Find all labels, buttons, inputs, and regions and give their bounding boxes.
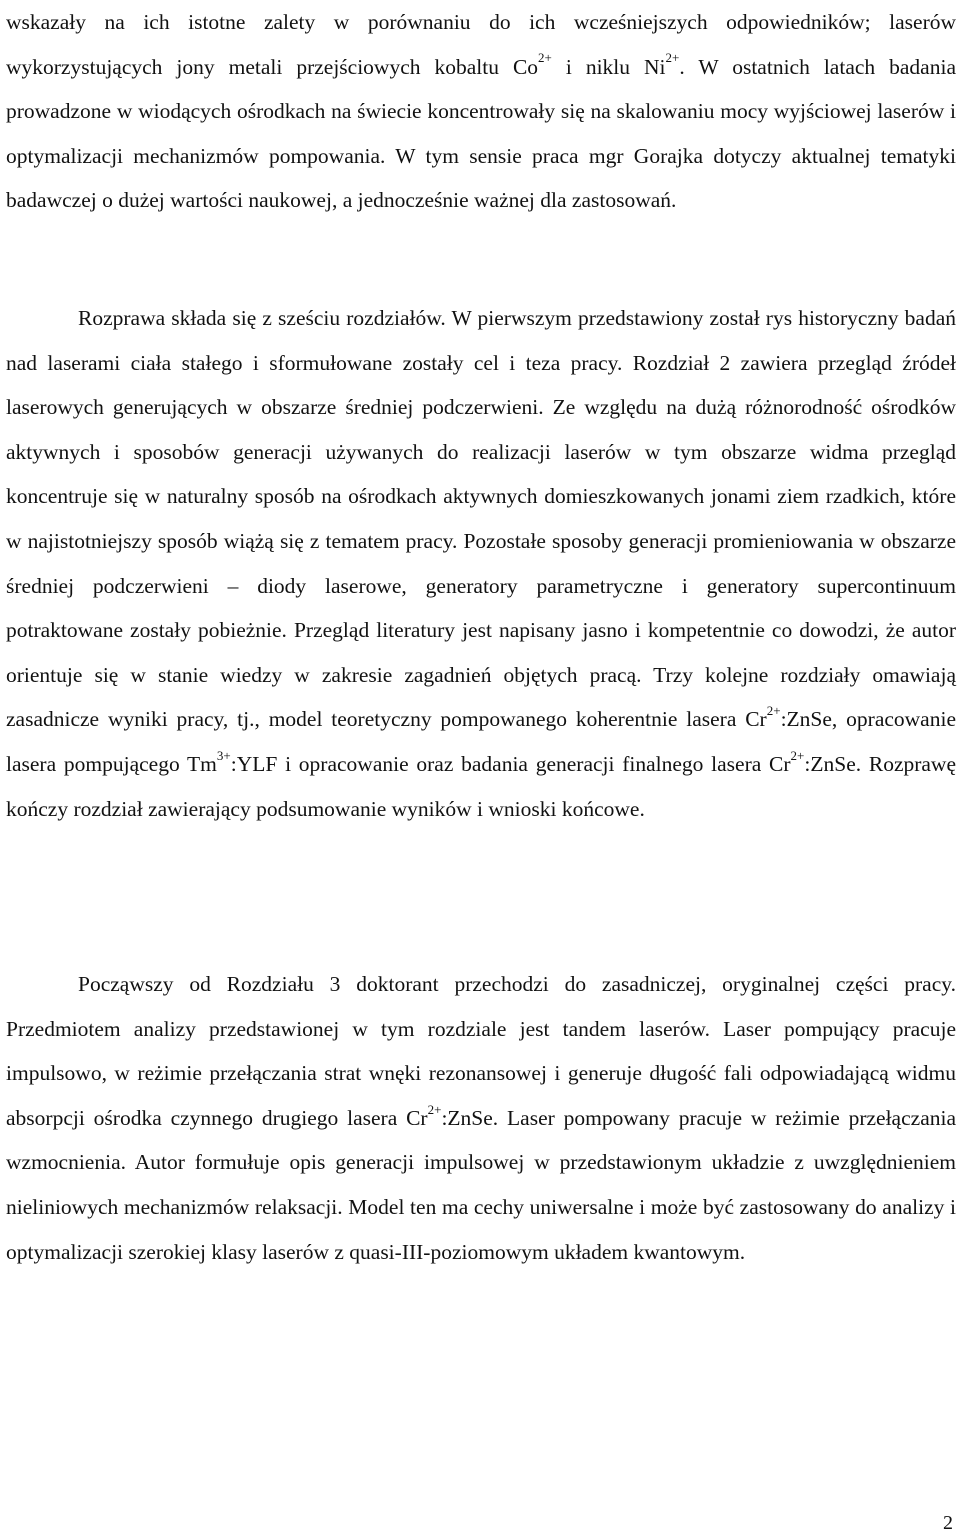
p1-text-2: i niklu Ni xyxy=(551,54,666,79)
p2-text-4: :ZnSe. Rozprawę kończy rozdział zawierający podsumowanie wyników i wnioski końcowe. xyxy=(6,751,957,821)
p1-sup-co: 2+ xyxy=(538,50,552,66)
paragraph-1 xyxy=(6,0,956,223)
p3-text-2: :ZnSe. Laser pompowany pracuje w reżimie przełączania wzmocnienia. Autor formułuje opis generacji impulsowej w przedstawionym układzie z uwzględnieniem nieliniowych mechanizmów relaksacji. Model ten ma cechy uniwersalne i może być zastosowany do analizy i optymalizacji szerokiej klasy laserów z quasi-III-poziomowym układem kwantowym. xyxy=(6,1105,956,1264)
p2-sup-cr-2: 2+ xyxy=(790,747,805,763)
p3-sup-cr: 2+ xyxy=(427,1101,442,1117)
p2-text-3: :YLF i opracowanie oraz badania generacji finalnego lasera Cr xyxy=(230,751,791,776)
p2-sup-cr: 2+ xyxy=(766,703,781,719)
p3-text-1: Począwszy od Rozdziału 3 doktorant przechodzi do zasadniczej, oryginalnej części pracy. Przedmiotem analizy przedstawionej w tym rozdziale jest tandem laserów. Laser pompujący pracuje impulsowo, w reżimie przełączania strat wnęki rezonansowej i generuje długość fali odpowiadającą widmu absorpcji ośrodka czynnego drugiego lasera Cr xyxy=(6,972,956,1130)
p1-text-3: . W ostatnich latach badania prowadzone w wiodących ośrodkach na świecie koncentrowały się na skalowaniu mocy wyjściowej laserów i optymalizacji mechanizmów pompowania. W tym sensie praca mgr Gorajka dotyczy aktualnej tematyki badawczej o dużej wartości naukowej, a jednocześnie ważnej dla zastosowań. xyxy=(6,54,956,213)
p2-text-2: :ZnSe, opracowanie lasera pompującego Tm xyxy=(6,707,956,776)
p2-sup-tm: 3+ xyxy=(216,747,231,763)
paragraph-3 xyxy=(6,962,956,1274)
p1-sup-ni: 2+ xyxy=(665,50,680,66)
page-number: 2 xyxy=(943,1512,953,1534)
p1-text-1: wskazały na ich istotne zalety w porównaniu do ich wcześniejszych odpowiedników; laserów wykorzystujących jony metali przejściowych kobaltu Co xyxy=(6,10,956,79)
paragraph-2 xyxy=(6,296,956,831)
document-page xyxy=(6,0,956,1537)
p2-text-1: Rozprawa składa się z sześciu rozdziałów. W pierwszym przedstawiony został rys historyczny badań nad laserami ciała stałego i sformułowane zostały cel i teza pracy. Rozdział 2 zawiera przegląd źródeł laserowych generujących w obszarze średniej podczerwieni. Ze względu na dużą różnorodność ośrodków aktywnych i sposobów generacji używanych do realizacji laserów w tym obszarze widma przegląd koncentruje się w naturalny sposób na ośrodkach aktywnych domieszkowanych jonami ziem rzadkich, które w najistotniejszy sposób wiążą się z tematem pracy. Pozostałe sposoby generacji promieniowania w obszarze średniej podczerwieni – diody laserowe, generatory parametryczne i generatory supercontinuum potraktowane zostały pobieżnie. Przegląd literatury jest napisany jasno i kompetentnie co dowodzi, że autor orientuje się w stanie wiedzy w zakresie zagadnień objętych pracą. Trzy kolejne rozdziały omawiają zasadnicze wyniki pracy, tj., model teoretyczny pompowanego koherentnie lasera Cr xyxy=(6,306,956,732)
